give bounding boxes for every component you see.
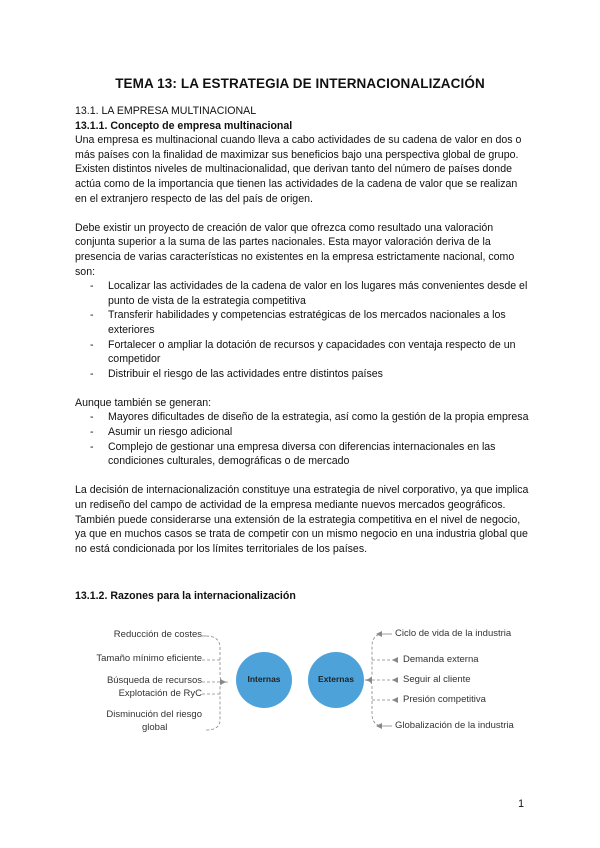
external-item: Globalización de la industria — [395, 720, 514, 731]
subsection-heading: 13.1.1. Concepto de empresa multinacional — [75, 119, 293, 132]
external-item: Ciclo de vida de la industria — [395, 628, 512, 639]
internal-label: Internas — [247, 674, 281, 684]
list-item: - Localizar las actividades de la cadena de valor en los lugares más convenientes desde el punto de vista de la estrategia competitiva — [75, 279, 530, 308]
paragraph-4: La decisión de internacionalización constituye una estrategia de nivel corporativo, ya que implica un rediseño del campo de actividad de la empresa mediante nuevos mercados geográficos. También puede considerarse una extensión de la estrategia competitiva en el nivel de negocio, ya que en muchos casos se trata de competir con un mismo negocio en una industria global que no está condicionada por los límites territoriales de los países. — [75, 484, 529, 555]
subsection-heading-2: 13.1.2. Razones para la internacionalización — [75, 590, 296, 602]
paragraph-3: Aunque también se generan: — [75, 396, 212, 409]
internal-item: Explotación de RyC — [118, 688, 202, 699]
list-item: - Distribuir el riesgo de las actividades entre distintos países — [75, 367, 530, 382]
paragraph-2: Debe existir un proyecto de creación de valor que ofrezca como resultado una valoración conjunta superior a la suma de las partes nacionales. Esta mayor valoración deriva de la presencia de varias características no existentes en la empresa estrictamente nacional, como son: — [75, 221, 515, 278]
list-item: - Fortalecer o ampliar la dotación de recursos y capacidades con ventaja respecto de un competidor — [75, 338, 530, 367]
external-item: Seguir al cliente — [403, 674, 471, 685]
internal-item: Tamaño mínimo eficiente — [96, 653, 202, 664]
drawbacks-list — [75, 410, 530, 468]
section-heading: 13.1. LA EMPRESA MULTINACIONAL — [75, 105, 257, 117]
external-item: Presión competitiva — [403, 694, 486, 705]
internal-item: global — [142, 722, 168, 733]
left-brace — [206, 636, 228, 730]
internal-item: Disminución del riesgo — [106, 709, 202, 720]
list-item: - Complejo de gestionar una empresa diversa con diferencias internacionales en las condiciones culturales, demográficas o de mercado — [75, 440, 530, 469]
list-item: - Mayores dificultades de diseño de la estrategia, así como la gestión de la propia empresa — [75, 410, 530, 425]
page-number: 1 — [518, 798, 524, 810]
advantages-list — [75, 279, 530, 381]
internal-item: Búsqueda de recursos — [106, 675, 202, 686]
external-label: Externas — [318, 674, 354, 684]
document-title: TEMA 13: LA ESTRATEGIA DE INTERNACIONALIZACIÓN — [115, 76, 485, 91]
list-item: - Asumir un riesgo adicional — [75, 425, 530, 440]
external-item: Demanda externa — [403, 654, 479, 665]
internal-item: Reducción de costes — [113, 629, 202, 640]
reasons-diagram — [0, 620, 600, 740]
content-body — [75, 104, 530, 556]
list-item: - Transferir habilidades y competencias estratégicas de los mercados nacionales a los exteriores — [75, 308, 530, 337]
paragraph-1: Una empresa es multinacional cuando lleva a cabo actividades de su cadena de valor en dos o más países con la finalidad de maximizar sus beneficios bajo una perspectiva global de grupo. Existen distintos niveles de multinacionalidad, que derivan tanto del número de países donde actúa como de la importancia que tienen las actividades de la cadena de valor que se realizan en el extranjero respecto de las del país de origen. — [75, 134, 522, 205]
